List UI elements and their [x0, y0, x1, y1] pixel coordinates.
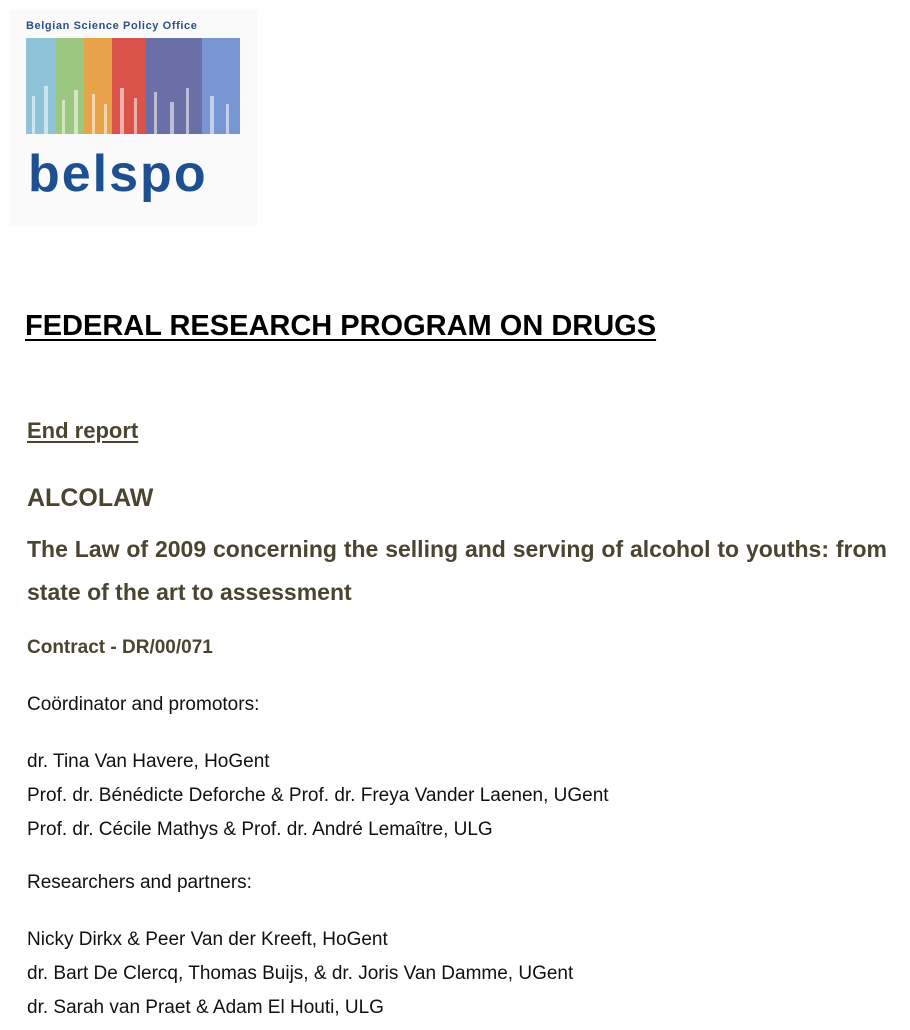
- coordinators-heading: Coördinator and promotors:: [27, 694, 260, 715]
- list-item: dr. Tina Van Havere, HoGent: [27, 751, 270, 772]
- program-title: FEDERAL RESEARCH PROGRAM ON DRUGS: [25, 310, 657, 342]
- belspo-logo: [10, 10, 257, 226]
- project-acronym: ALCOLAW: [27, 484, 154, 512]
- list-item: Prof. dr. Bénédicte Deforche & Prof. dr. Freya Vander Laenen, UGent: [27, 785, 609, 806]
- logo-top-text: Belgian Science Policy Office: [26, 20, 198, 32]
- logo-wordmark: belspo: [28, 145, 208, 203]
- list-item: dr. Sarah van Praet & Adam El Houti, ULG: [27, 997, 384, 1018]
- list-item: Prof. dr. Cécile Mathys & Prof. dr. André Lemaître, ULG: [27, 819, 493, 840]
- logo-color-bars: [24, 38, 244, 134]
- researchers-heading: Researchers and partners:: [27, 872, 252, 893]
- list-item: dr. Bart De Clercq, Thomas Buijs, & dr. Joris Van Damme, UGent: [27, 963, 574, 984]
- project-subtitle: The Law of 2009 concerning the selling and serving of alcohol to youths: from state of the art to assessment: [27, 536, 887, 605]
- list-item: Nicky Dirkx & Peer Van der Kreeft, HoGent: [27, 929, 388, 950]
- contract-number: Contract - DR/00/071: [27, 637, 213, 658]
- report-type: End report: [27, 418, 139, 443]
- researchers-list: [27, 923, 573, 1025]
- coordinators-list: [27, 745, 609, 847]
